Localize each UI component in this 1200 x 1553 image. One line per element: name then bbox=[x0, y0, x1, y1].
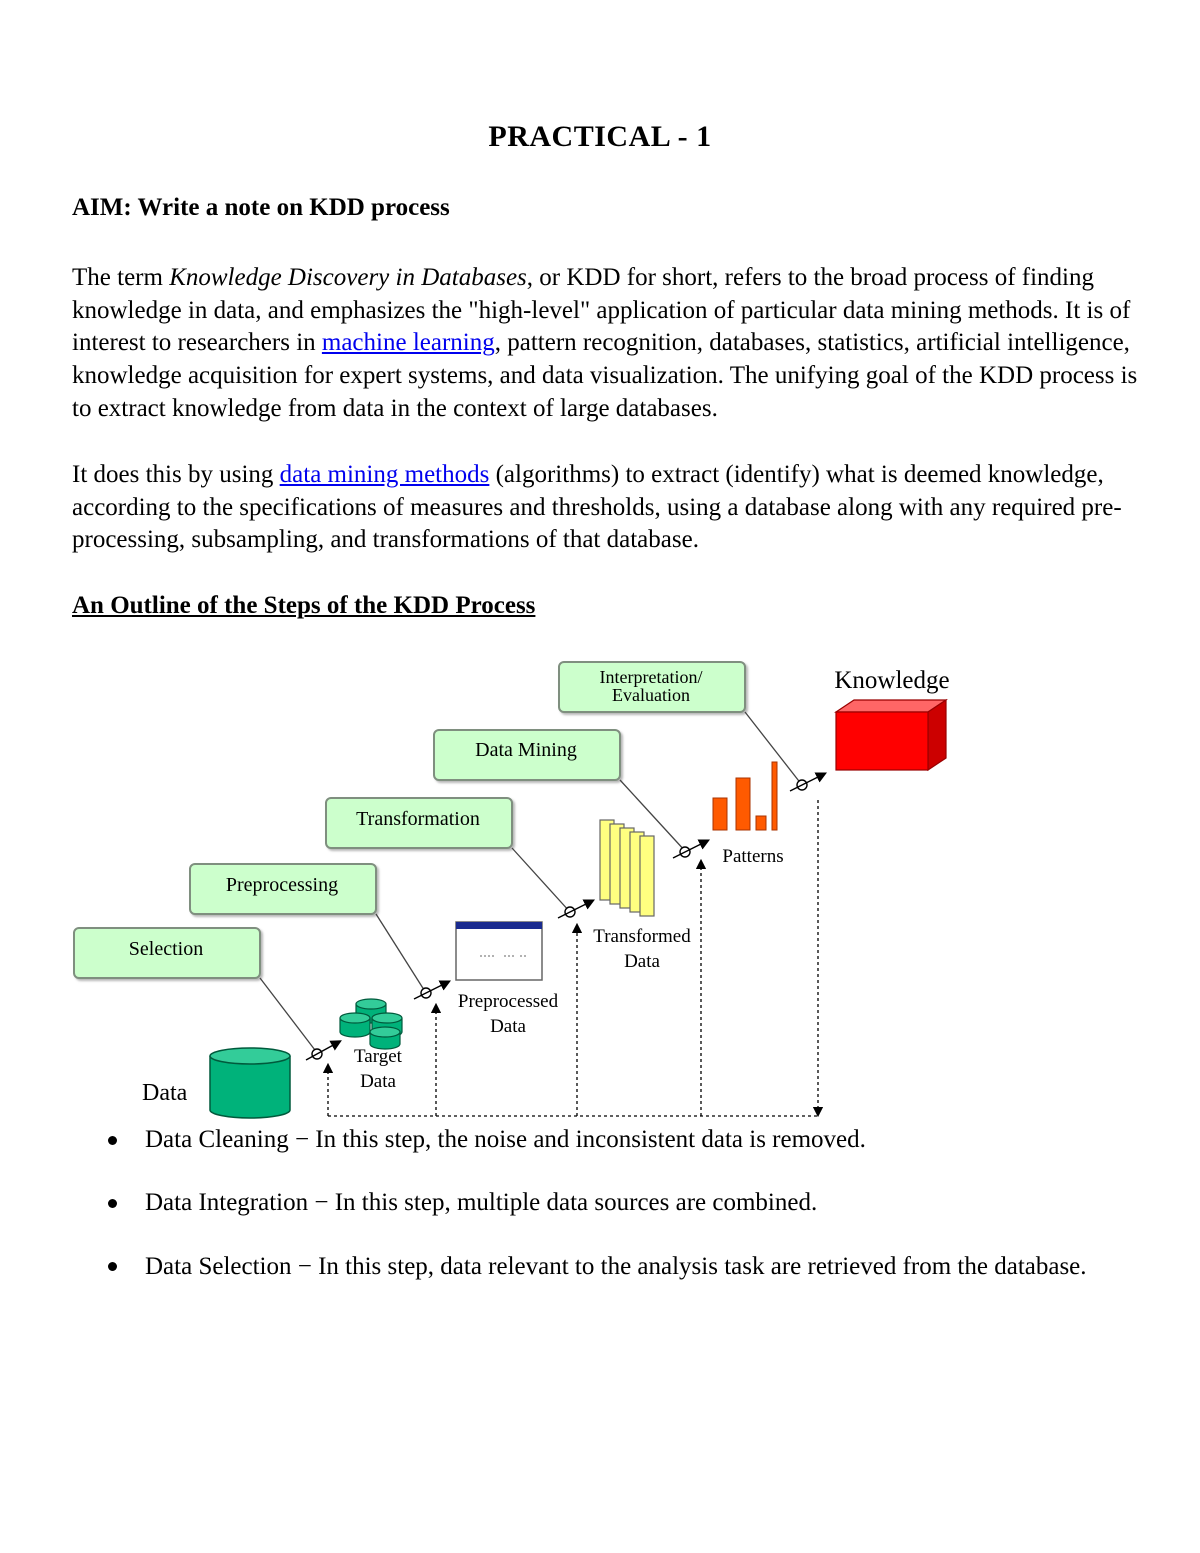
bullet-icon bbox=[108, 1199, 117, 1208]
target-data-label-2: Data bbox=[360, 1071, 396, 1092]
intro-text: , or KDD for short, refers to the broad process of finding knowledge in data, and emphasizes the "high-level" application of particular data mining methods. It is of interest to researchers in bbox=[72, 264, 1131, 357]
data-label: Data bbox=[142, 1080, 188, 1106]
patterns-label: Patterns bbox=[722, 846, 784, 867]
preprocessed-data-label-2: Data bbox=[490, 1016, 526, 1037]
target-data-icon bbox=[340, 999, 402, 1049]
patterns-icon bbox=[713, 762, 777, 830]
data-cylinder-icon bbox=[210, 1048, 290, 1118]
preprocessed-data-icon bbox=[456, 922, 542, 980]
step-box-transformation bbox=[326, 798, 512, 848]
step-label-transformation: Transformation bbox=[356, 808, 480, 830]
intro-text: The term bbox=[72, 264, 170, 291]
intro-paragraph-2 bbox=[72, 459, 1152, 557]
page-title: PRACTICAL - 1 bbox=[488, 120, 712, 153]
step-box-selection bbox=[74, 928, 260, 978]
step-label-interpretation-2: Evaluation bbox=[612, 685, 690, 705]
step-label-preprocessing: Preprocessing bbox=[225, 874, 339, 896]
knowledge-label: Knowledge bbox=[834, 667, 950, 694]
bullet-icon bbox=[108, 1136, 117, 1145]
intro-paragraph-1 bbox=[72, 262, 1152, 426]
aim-heading: AIM: Write a note on KDD process bbox=[72, 194, 450, 221]
step-box-data-mining bbox=[434, 730, 620, 780]
bullet-icon bbox=[108, 1262, 117, 1271]
list-item: Data Cleaning − In this step, the noise and inconsistent data is removed. bbox=[108, 1124, 1108, 1156]
machine-learning-link[interactable]: machine learning bbox=[321, 329, 495, 357]
step-box-preprocessing bbox=[190, 864, 376, 914]
intro-text: , pattern recognition, databases, statistics, artificial intelligence, knowledge acquisition for expert systems, and data visualization. The unifying goal of the KDD process is to extract knowledge from data in the context of large databases. bbox=[72, 329, 1138, 422]
transformed-data-label-1: Transformed bbox=[593, 926, 691, 947]
steps-bullet-list bbox=[108, 1124, 1108, 1298]
step-label-interpretation-1: Interpretation/ bbox=[599, 667, 703, 687]
knowledge-cube-icon bbox=[836, 700, 946, 770]
step-box-interpretation bbox=[559, 662, 745, 712]
list-item: Data Integration − In this step, multiple data sources are combined. bbox=[108, 1187, 1108, 1219]
outline-heading: An Outline of the Steps of the KDD Process bbox=[72, 592, 536, 619]
target-data-label-1: Target bbox=[354, 1046, 402, 1067]
step-label-data-mining: Data Mining bbox=[475, 739, 577, 761]
data-mining-methods-link[interactable]: data mining methods bbox=[279, 461, 490, 488]
kdd-term: Knowledge Discovery in Databases bbox=[169, 264, 527, 291]
intro-text: (algorithms) to extract (identify) what is deemed knowledge, according to the specifications of measures and thresholds, using a database along with any required pre-processing, subsampling, and transformations of that database. bbox=[72, 461, 1122, 554]
list-item: Data Selection − In this step, data relevant to the analysis task are retrieved from the database. bbox=[108, 1235, 1108, 1298]
step-label-selection: Selection bbox=[128, 938, 204, 960]
kdd-process-diagram bbox=[60, 650, 980, 1130]
transformed-data-label-2: Data bbox=[624, 951, 660, 972]
preprocessed-data-label-1: Preprocessed bbox=[457, 991, 559, 1012]
intro-text: It does this by using bbox=[72, 461, 280, 488]
transformed-data-icon bbox=[600, 820, 654, 916]
